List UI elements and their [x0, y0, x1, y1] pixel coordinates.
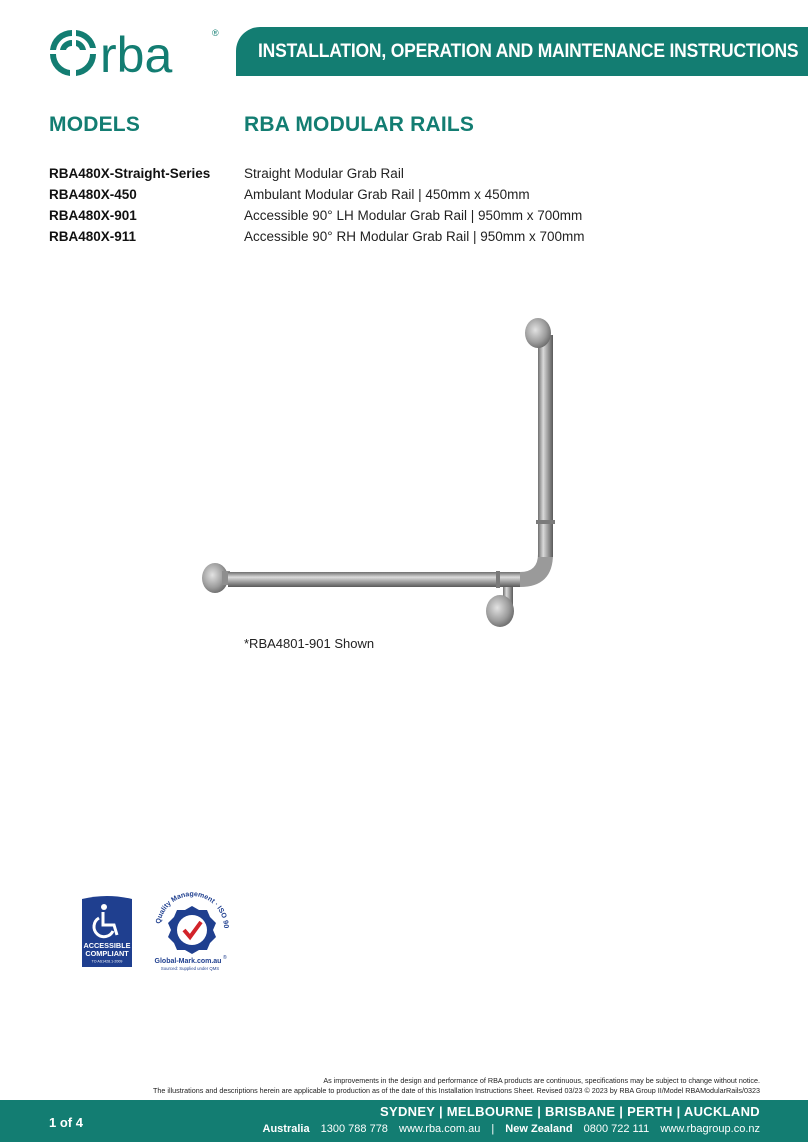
- product-heading: RBA MODULAR RAILS: [244, 113, 475, 136]
- iso-site: Global-Mark.com.au: [154, 958, 222, 965]
- model-row: [49, 205, 769, 226]
- iso-arc-text: Quality Management · ISO 90: [155, 890, 230, 929]
- model-code: RBA480X-911: [49, 229, 137, 244]
- footer: [0, 1100, 808, 1142]
- accessible-compliant-badge: [78, 893, 136, 969]
- nz-label: New Zealand: [505, 1123, 573, 1135]
- page-number: 1 of 4: [49, 1115, 83, 1130]
- model-row: [49, 163, 769, 184]
- document-title: INSTALLATION, OPERATION AND MAINTENANCE INSTRUCTIONS: [258, 40, 799, 62]
- image-caption: *RBA4801-901 Shown: [244, 636, 375, 651]
- grab-rail-illustration: [190, 305, 580, 635]
- registered-mark: ®: [212, 28, 219, 38]
- disclaimer: [153, 1076, 760, 1096]
- contact-line: [263, 1123, 761, 1135]
- model-description: Accessible 90° LH Modular Grab Rail | 950mm x 700mm: [244, 208, 583, 223]
- logo-mark-icon: [50, 30, 96, 76]
- au-phone: 1300 788 778: [320, 1123, 388, 1135]
- model-row: [49, 226, 769, 247]
- model-code: RBA480X-Straight-Series: [49, 166, 211, 181]
- model-code: RBA480X-901: [49, 208, 137, 223]
- rba-logo: [42, 22, 242, 82]
- disclaimer-line: The illustrations and descriptions herein are applicable to production as of the date of this Installation Instructions Sheet. Revised 03/23 © 2023 by RBA Group II/Model RBAModularRails/0323: [153, 1086, 760, 1095]
- nz-phone: 0800 722 111: [583, 1123, 650, 1135]
- iso-note: Sourced: Supplied under QMS: [160, 966, 220, 971]
- model-list: [49, 163, 769, 247]
- disclaimer-line: As improvements in the design and performance of RBA products are continuous, specifications may be subject to change without notice.: [323, 1076, 760, 1085]
- model-code: RBA480X-450: [49, 187, 137, 202]
- office-cities: SYDNEY | MELBOURNE | BRISBANE | PERTH | AUCKLAND: [380, 1104, 760, 1119]
- model-description: Ambulant Modular Grab Rail | 450mm x 450mm: [244, 187, 530, 202]
- au-label: Australia: [262, 1123, 310, 1135]
- header-bar: [236, 27, 808, 76]
- iso-9001-badge: [150, 886, 234, 972]
- nz-website-link[interactable]: www.rbagroup.co.nz: [660, 1123, 760, 1135]
- badge-line1: ACCESSIBLE: [83, 941, 131, 950]
- iso-reg-mark: ®: [223, 955, 227, 961]
- badge-line2: COMPLIANT: [85, 949, 129, 958]
- model-description: Accessible 90° RH Modular Grab Rail | 950mm x 700mm: [244, 229, 585, 244]
- au-website-link[interactable]: www.rba.com.au: [399, 1123, 481, 1135]
- logo-wordmark: rba: [100, 27, 173, 82]
- models-heading: MODELS: [49, 113, 141, 136]
- badge-line3: TO AS1428.1-2009: [91, 959, 123, 964]
- rail-body: [202, 318, 555, 627]
- model-row: [49, 184, 769, 205]
- model-description: Straight Modular Grab Rail: [244, 166, 404, 181]
- contact-separator: |: [491, 1123, 495, 1135]
